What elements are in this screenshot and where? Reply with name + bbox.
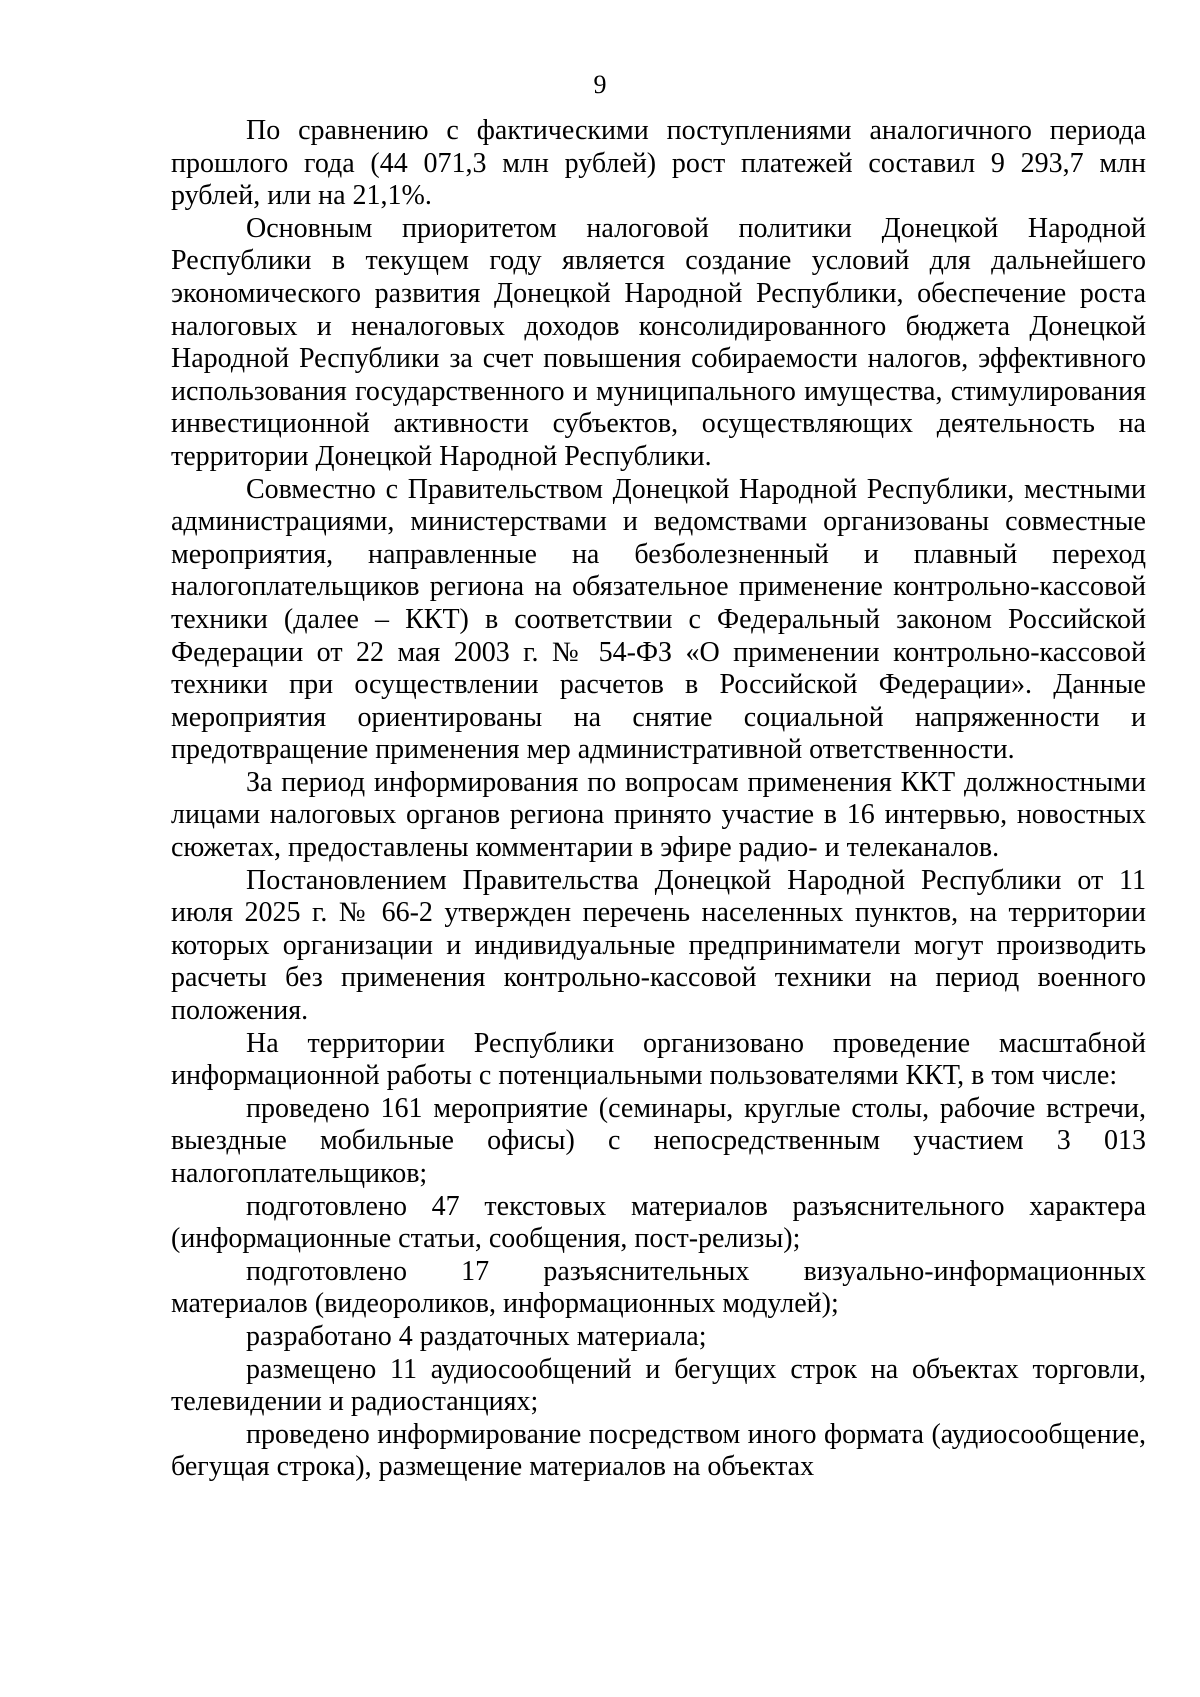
paragraph-kkt-transition: Совместно с Правительством Донецкой Народной Республики, местными администрациями, министерствами и ведомствами организованы совместные мероприятия, направленные на безболезненный и плавный переход налогоплательщиков региона на обязательное применение контрольно-кассовой техники (далее – ККТ) в соответствии с Федеральный законом Российской Федерации от 22 мая 2003 г. № 54-ФЗ «О применении контрольно-кассовой техники при осуществлении расчетов в Российской Федерации». Данные мероприятия ориентированы на снятие социальной напряженности и предотвращение применения мер административной ответственности. [171,473,1146,766]
list-item-events: проведено 161 мероприятие (семинары, круглые столы, рабочие встречи, выездные мобильные офисы) с непосредственным участием 3 013 налогоплательщиков; [171,1092,1146,1189]
paragraph-media-informing: За период информирования по вопросам применения ККТ должностными лицами налоговых органов региона принято участие в 16 интервью, новостных сюжетах, предоставлены комментарии в эфире радио- и телеканалов. [171,766,1146,864]
paragraph-tax-policy-priority: Основным приоритетом налоговой политики Донецкой Народной Республики в текущем году является создание условий для дальнейшего экономического развития Донецкой Народной Республики, обеспечение роста налоговых и неналоговых доходов консолидированного бюджета Донецкой Народной Республики за счет повышения собираемости налогов, эффективного использования государственного и муниципального имущества, стимулирования инвестиционной активности субъектов, осуществляющих деятельность на территории Донецкой Народной Республики. [171,212,1146,472]
paragraph-information-campaign: На территории Республики организовано проведение масштабной информационной работы с потенциальными пользователями ККТ, в том числе: [171,1027,1146,1092]
list-item-handouts: разработано 4 раздаточных материала; [246,1320,707,1352]
document-body [171,115,1146,1484]
list-item-text-materials: подготовлено 47 текстовых материалов разъяснительного характера (информационные статьи, сообщения, пост-релизы); [171,1190,1146,1255]
paragraph-revenue-growth: По сравнению с фактическими поступлениями аналогичного периода прошлого года (44 071,3 млн рублей) рост платежей составил 9 293,7 млн рублей, или на 21,1%. [171,115,1146,212]
paragraph-government-resolution: Постановлением Правительства Донецкой Народной Республики от 11 июля 2025 г. № 66-2 утвержден перечень населенных пунктов, на территории которых организации и индивидуальные предприниматели могут производить расчеты без применения контрольно-кассовой техники на период военного положения. [171,864,1146,1027]
page-number: 9 [593,70,607,99]
list-item-other-format: проведено информирование посредством иного формата (аудиосообщение, бегущая строка), размещение материалов на объектах [171,1418,1146,1483]
list-item-audio-messages: размещено 11 аудиосообщений и бегущих строк на объектах торговли, телевидении и радиостанциях; [171,1353,1146,1418]
list-item-visual-materials: подготовлено 17 разъяснительных визуально-информационных материалов (видеороликов, информационных модулей); [171,1255,1146,1320]
